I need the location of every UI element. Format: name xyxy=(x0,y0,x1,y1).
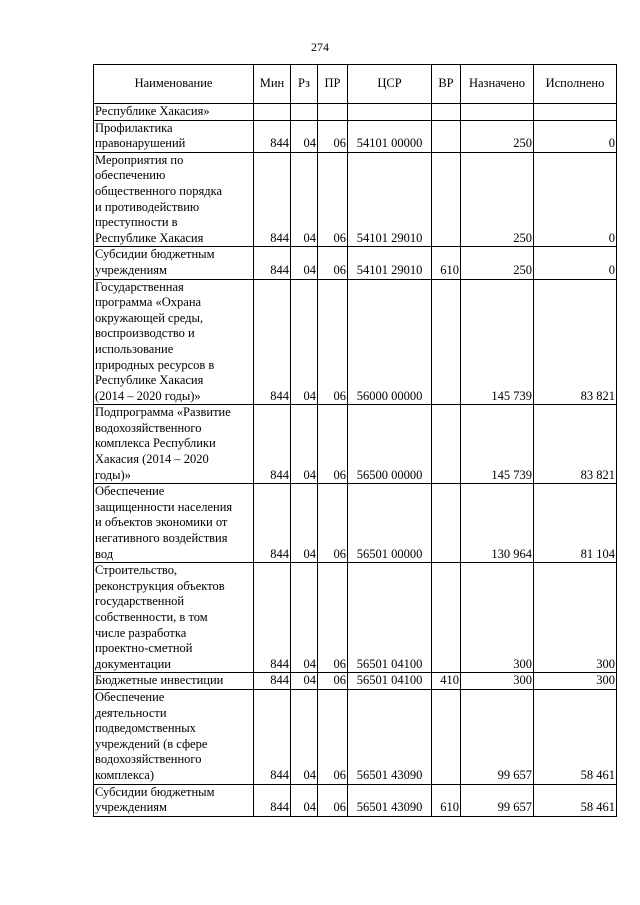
cell-rz: 04 xyxy=(291,673,318,690)
cell-vr xyxy=(432,405,461,484)
table-row xyxy=(94,673,617,690)
cell-executed: 0 xyxy=(534,120,617,152)
col-header-pr: ПР xyxy=(318,65,348,104)
cell-csr: 56501 04100 xyxy=(348,673,432,690)
cell-assigned: 145 739 xyxy=(461,279,534,405)
cell-pr: 06 xyxy=(318,689,348,784)
cell-vr: 610 xyxy=(432,784,461,816)
cell-name: Республике Хакасия» xyxy=(94,104,254,121)
table-row xyxy=(94,784,617,816)
cell-name: Субсидии бюджетным учреждениям xyxy=(94,784,254,816)
cell-name: Строительство, реконструкция объектов государственной собственности, в том числе разработка проектно-сметной документации xyxy=(94,563,254,673)
cell-csr xyxy=(348,104,432,121)
cell-assigned: 99 657 xyxy=(461,784,534,816)
cell-rz: 04 xyxy=(291,152,318,247)
cell-rz: 04 xyxy=(291,405,318,484)
cell-executed: 58 461 xyxy=(534,784,617,816)
cell-min: 844 xyxy=(254,484,291,563)
cell-min: 844 xyxy=(254,279,291,405)
cell-rz: 04 xyxy=(291,784,318,816)
col-header-name: Наименование xyxy=(94,65,254,104)
table-row xyxy=(94,405,617,484)
cell-assigned: 250 xyxy=(461,120,534,152)
table-row xyxy=(94,247,617,279)
cell-name: Государственная программа «Охрана окружающей среды, воспроизводство и использование природных ресурсов в Республике Хакасия (2014 – 2020 годы)» xyxy=(94,279,254,405)
cell-pr xyxy=(318,104,348,121)
cell-name: Профилактика правонарушений xyxy=(94,120,254,152)
cell-csr: 56501 00000 xyxy=(348,484,432,563)
table-row xyxy=(94,120,617,152)
cell-executed xyxy=(534,104,617,121)
cell-vr xyxy=(432,152,461,247)
cell-pr: 06 xyxy=(318,279,348,405)
cell-pr: 06 xyxy=(318,120,348,152)
cell-name: Обеспечение защищенности населения и объектов экономики от негативного воздействия вод xyxy=(94,484,254,563)
cell-rz: 04 xyxy=(291,279,318,405)
cell-pr: 06 xyxy=(318,673,348,690)
cell-min: 844 xyxy=(254,673,291,690)
table-row xyxy=(94,279,617,405)
cell-min: 844 xyxy=(254,689,291,784)
cell-min: 844 xyxy=(254,152,291,247)
col-header-csr: ЦСР xyxy=(348,65,432,104)
cell-name: Субсидии бюджетным учреждениям xyxy=(94,247,254,279)
cell-executed: 83 821 xyxy=(534,405,617,484)
cell-pr: 06 xyxy=(318,405,348,484)
cell-vr xyxy=(432,563,461,673)
cell-assigned: 145 739 xyxy=(461,405,534,484)
cell-executed: 58 461 xyxy=(534,689,617,784)
cell-rz: 04 xyxy=(291,120,318,152)
table-row xyxy=(94,152,617,247)
cell-rz: 04 xyxy=(291,484,318,563)
cell-pr: 06 xyxy=(318,563,348,673)
col-header-min: Мин xyxy=(254,65,291,104)
table-row xyxy=(94,484,617,563)
col-header-executed: Исполнено xyxy=(534,65,617,104)
page-number: 274 xyxy=(311,40,329,54)
cell-assigned: 250 xyxy=(461,247,534,279)
cell-vr: 610 xyxy=(432,247,461,279)
table-row xyxy=(94,104,617,121)
col-header-rz: Рз xyxy=(291,65,318,104)
col-header-vr: ВР xyxy=(432,65,461,104)
cell-csr: 56501 04100 xyxy=(348,563,432,673)
cell-min xyxy=(254,104,291,121)
cell-csr: 56501 43090 xyxy=(348,784,432,816)
cell-vr xyxy=(432,484,461,563)
cell-vr xyxy=(432,279,461,405)
cell-min: 844 xyxy=(254,247,291,279)
cell-rz: 04 xyxy=(291,563,318,673)
cell-vr xyxy=(432,120,461,152)
cell-vr xyxy=(432,104,461,121)
cell-pr: 06 xyxy=(318,784,348,816)
cell-assigned: 300 xyxy=(461,673,534,690)
cell-csr: 54101 29010 xyxy=(348,247,432,279)
cell-rz: 04 xyxy=(291,247,318,279)
cell-executed: 81 104 xyxy=(534,484,617,563)
cell-assigned xyxy=(461,104,534,121)
cell-pr: 06 xyxy=(318,152,348,247)
cell-assigned: 250 xyxy=(461,152,534,247)
cell-rz xyxy=(291,104,318,121)
cell-assigned: 99 657 xyxy=(461,689,534,784)
cell-executed: 300 xyxy=(534,673,617,690)
cell-executed: 300 xyxy=(534,563,617,673)
cell-csr: 56500 00000 xyxy=(348,405,432,484)
cell-name: Обеспечение деятельности подведомственных учреждений (в сфере водохозяйственного комплекса) xyxy=(94,689,254,784)
table-row xyxy=(94,689,617,784)
cell-rz: 04 xyxy=(291,689,318,784)
cell-pr: 06 xyxy=(318,484,348,563)
table-row xyxy=(94,563,617,673)
cell-vr xyxy=(432,689,461,784)
cell-name: Мероприятия по обеспечению общественного порядка и противодействию преступности в Республике Хакасия xyxy=(94,152,254,247)
cell-min: 844 xyxy=(254,405,291,484)
cell-pr: 06 xyxy=(318,247,348,279)
cell-csr: 56501 43090 xyxy=(348,689,432,784)
col-header-assigned: Назначено xyxy=(461,65,534,104)
cell-assigned: 300 xyxy=(461,563,534,673)
cell-name: Подпрограмма «Развитие водохозяйственного комплекса Республики Хакасия (2014 – 2020 годы)» xyxy=(94,405,254,484)
cell-csr: 54101 29010 xyxy=(348,152,432,247)
cell-executed: 83 821 xyxy=(534,279,617,405)
cell-csr: 56000 00000 xyxy=(348,279,432,405)
cell-min: 844 xyxy=(254,120,291,152)
cell-executed: 0 xyxy=(534,152,617,247)
cell-min: 844 xyxy=(254,784,291,816)
cell-vr: 410 xyxy=(432,673,461,690)
cell-csr: 54101 00000 xyxy=(348,120,432,152)
header-row xyxy=(94,65,617,104)
budget-table xyxy=(93,64,617,817)
cell-executed: 0 xyxy=(534,247,617,279)
cell-name: Бюджетные инвестиции xyxy=(94,673,254,690)
cell-assigned: 130 964 xyxy=(461,484,534,563)
cell-min: 844 xyxy=(254,563,291,673)
